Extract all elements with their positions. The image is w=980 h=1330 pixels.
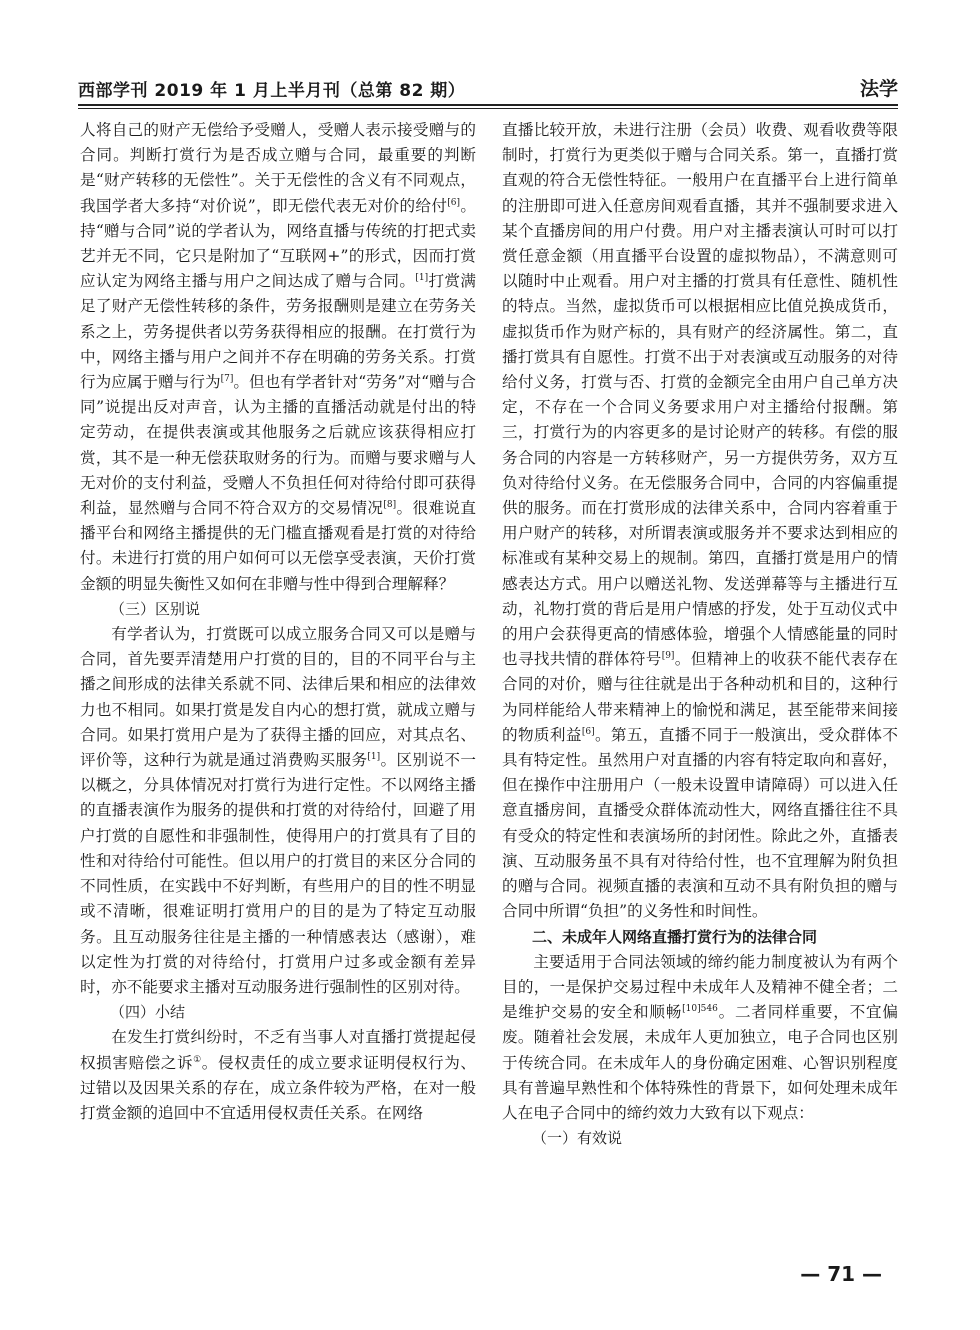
paragraph: 有学者认为，打赏既可以成立服务合同又可以是赠与合同，首先要弄清楚用户打赏的目的，目的不同平台与主播之间形成的法律关系就不同、法律后果和相应的法律效力也不相同。如果打赏是发自内心的想打赏，就成立赠与合同。如果打赏用户是为了获得主播的回应，对其点名、评价等，这种行为就是通过消费购买服务[1]。区别说不一以概之，分具体情况对打赏行为进行定性。不以网络主播的直播表演作为服务的提供和打赏的对待给付，回避了用户打赏的自愿性和非强制性，使得用户的打赏具有了目的性和对待给付可能性。但以用户的打赏目的来区分合同的不同性质，在实践中不好判断，有些用户的目的性不明显或不清晰，很难证明打赏用户的目的是为了特定互动服务。且互动服务往往是主播的一种情感表达（感谢），难以定性为打赏的对待给付，打赏用户过多或金额有差异时，亦不能要求主播对互动服务进行强制性的区别对待。 [80,625,476,996]
subsection-heading: （四）小结 [110,1003,186,1022]
citation-ref: [6] [447,197,461,208]
citation-ref: [7] [220,373,234,384]
footnote-ref: ① [193,1054,202,1065]
header-rule-thin [78,108,898,109]
paragraph: 直播比较开放，未进行注册（会员）收费、观看收费等限制时，打赏行为更类似于赠与合同关系。第一，直播打赏直观的符合无偿性特征。一般用户在直播平台上进行简单的注册即可进入任意房间观看直播，其并不强制要求进入某个直播房间的用户付费。用户对主播表演认可时可以打赏任意金额（用直播平台设置的虚拟物品），不满意则可以随时中止观看。用户对主播的打赏具有任意性、随机性的特点。当然，虚拟货币可以根据相应比值兑换成货币，虚拟货币作为财产标的，具有财产的经济属性。第二，直播打赏具有自愿性。打赏不出于对表演或互动服务的对待给付义务，打赏与否、打赏的金额完全由用户自己单方决定，不存在一个合同义务要求用户对主播给付报酬。第三，打赏行为的内容更多的是讨论财产的转移。有偿的服务合同的内容是一方转移财产，另一方提供劳务，双方互负对待给付义务。在无偿服务合同中，合同的内容偏重提供的服务。而在打赏形成的法律关系中，合同内容着重于用户财产的转移，对所谓表演或服务并不要求达到相应的标准或有某种交易上的规制。第四，直播打赏是用户的情感表达方式。用户以赠送礼物、发送弹幕等与主播进行互动，礼物打赏的背后是用户情感的抒发，处于互动仪式中的用户会获得更高的情感体验，增强个人情感能量的同时也寻找共情的群体符号[9]。但精神上的收获不能代表存在合同的对价，赠与往往就是出于各种动机和目的，这种行为同样能给人带来精神上的愉悦和满足，甚至能带来间接的物质利益[6]。第五，直播不同于一般演出，受众群体不具有特定性。虽然用户对直播的内容有特定取向和喜好，但在操作中注册用户（一般未设置申请障碍）可以进入任意直播房间，直播受众群体流动性大，网络直播往往不具有受众的特定性和表演场所的封闭性。除此之外，直播表演、互动服务虽不具有对待给付性，也不宜理解为附负担的赠与合同。视频直播的表演和互动不具有附负担的赠与合同中所谓“负担”的义务性和时间性。 [502,121,898,921]
subsection-heading: （一）有效说 [532,1129,623,1148]
journal-masthead: 西部学刊 2019 年 1 月上半月刊（总第 82 期） [78,81,466,101]
citation-ref: [9] [661,651,675,662]
citation-ref: [10]546 [682,1003,718,1014]
paragraph: 人将自己的财产无偿给予受赠人，受赠人表示接受赠与的合同。判断打赏行为是否成立赠与合同，最重要的判断是“财产转移的无偿性”。关于无偿性的含义有不同观点，我国学者大多持“对价说”，即无偿代表无对价的给付[6]。持“赠与合同”说的学者认为，网络直播与传统的打把式卖艺并无不同，它只是附加了“互联网+”的形式，因而打赏应认定为网络主播与用户之间达成了赠与合同。[1]打赏满足了财产无偿性转移的条件，劳务报酬则是建立在劳务关系之上，劳务提供者以劳务获得相应的报酬。在打赏行为中，网络主播与用户之间并不存在明确的劳务关系。打赏行为应属于赠与行为[7]。但也有学者针对“劳务”对“赠与合同”说提出反对声音，认为主播的直播活动就是付出的特定劳动，在提供表演或其他服务之后就应该获得相应打赏，其不是一种无偿获取财务的行为。而赠与要求赠与人无对价的支付利益，受赠人不负担任何对待给付即可获得利益，显然赠与合同不符合双方的交易情况[8]。很难说直播平台和网络主播提供的无门槛直播观看是打赏的对待给付。未进行打赏的用户如何可以无偿享受表演，天价打赏金额的明显失衡性又如何在非赠与性中得到合理解释？ [80,121,476,593]
left-column [80,118,476,1126]
citation-ref: [1] [415,273,429,284]
subsection-heading: （三）区别说 [110,599,201,618]
paragraph: 主要适用于合同法领域的缔约能力制度被认为有两个目的，一是保护交易过程中未成年人及精神不健全者；二是维护交易的安全和顺畅$^{[10]546}$。二者同样重要，不宜偏废。随着社会发展，未成年人更加独立，电子合同也区别于传统合同。在未成年人的身份确定困难、心智识别程度具有普遍早熟性和个体特殊性的背景下，如何处理未成年人在电子合同中的缔约效力大致有以下观点： [502,952,898,1122]
running-header [78,72,898,100]
citation-ref: [8] [383,499,397,510]
page-number: — 71 — [800,1262,882,1286]
paragraph: 在发生打赏纠纷时，不乏有当事人对直播打赏提起侵权损害赔偿之诉①。侵权责任的成立要求证明侵权行为、过错以及因果关系的存在，成立条件较为严格，在对一般打赏金额的追回中不宜适用侵权责任关系。在网络 [80,1028,476,1122]
citation-ref: [1] [367,751,381,762]
header-rule [78,104,898,106]
citation-ref: [6] [581,726,595,737]
section-label: 法学 [859,78,898,100]
section-heading: 二、未成年人网络直播打赏行为的法律合同 [532,927,818,946]
right-column [502,118,898,1151]
